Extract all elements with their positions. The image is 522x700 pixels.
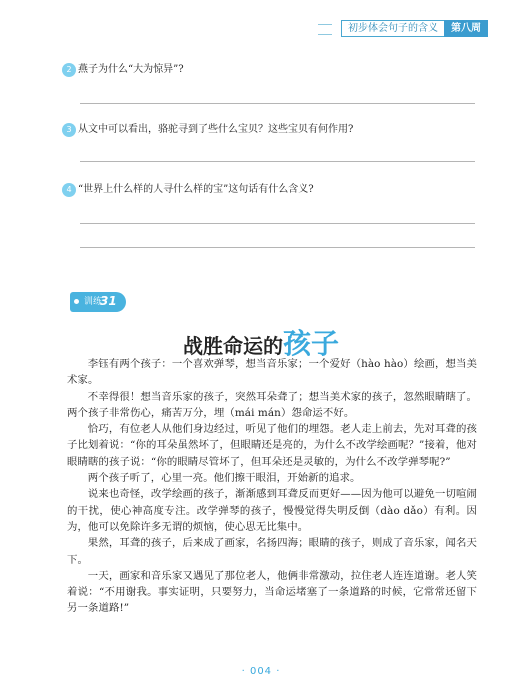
answer-line[interactable] xyxy=(80,103,475,104)
page-number: · 004 · xyxy=(241,666,281,677)
question-number-badge: 4 xyxy=(62,183,76,197)
question-text: 从文中可以看出，骆驼寻到了些什么宝贝？这些宝贝有何作用? xyxy=(78,124,354,135)
header-decoration xyxy=(318,24,332,35)
badge-hole xyxy=(74,299,79,304)
training-label: 训练 xyxy=(84,297,103,307)
paragraph: 果然，耳聋的孩子，后来成了画家，名扬四海；眼睛的孩子，则成了音乐家，闻名天下。 xyxy=(67,537,477,566)
article-body xyxy=(67,356,477,617)
title-main: 战胜命运的 xyxy=(182,334,283,358)
paragraph: 说来也奇怪，改学绘画的孩子，渐渐感到耳聋反而更好——因为他可以避免一切喧闹的干扰，使心神高度专注。改学弹琴的孩子，慢慢觉得失明反倒（dào dǎo）有利。因为，他可以免除许多无谓的烦恼，使心思无比集中。 xyxy=(67,488,477,533)
paragraph: 一天，画家和音乐家又遇见了那位老人，他俩非常激动，拉住老人连连道谢。老人笑着说：“不用谢我。事实证明，只要努力，当命运堵塞了一条道路的时候，它常常还留下另一条道路!” xyxy=(67,569,477,615)
training-badge xyxy=(70,292,126,312)
question-text: “世界上什么样的人寻什么样的宝”这句话有什么含义? xyxy=(78,184,314,195)
header-week-tab: 第八周 xyxy=(444,20,488,37)
question-number-badge: 3 xyxy=(62,123,76,137)
question-text: 燕子为什么“大为惊异”? xyxy=(78,64,184,75)
training-number: 31 xyxy=(100,294,117,308)
page-header xyxy=(341,20,488,37)
paragraph: 两个孩子听了，心里一亮。他们擦干眼泪，开始新的追求。 xyxy=(87,472,361,485)
question-number-badge: 2 xyxy=(62,63,76,77)
answer-line[interactable] xyxy=(80,223,475,224)
answer-line[interactable] xyxy=(80,161,475,162)
answer-line[interactable] xyxy=(80,247,475,248)
paragraph: 恰巧，有位老人从他们身边经过，听见了他们的埋怨。老人走上前去，先对耳聋的孩子比划着说：“你的耳朵虽然坏了，但眼睛还是亮的，为什么不改学绘画呢？”接着，他对眼睛瞎的孩子说：“你的眼睛尽管坏了，但耳朵还是灵敏的，为什么不改学弹琴呢?” xyxy=(67,423,477,468)
paragraph: 李钰有两个孩子：一个喜欢弹琴，想当音乐家；一个爱好（hào hào）绘画，想当美术家。 xyxy=(67,358,477,387)
header-subtitle: 初步体会句子的含义 xyxy=(341,20,444,37)
paragraph: 不幸得很！想当音乐家的孩子，突然耳朵聋了；想当美术家的孩子，忽然眼睛瞎了。两个孩子非常伤心，痛苦万分，埋（mái mán）怨命运不好。 xyxy=(67,390,477,419)
title-highlight: 孩子 xyxy=(282,327,339,360)
